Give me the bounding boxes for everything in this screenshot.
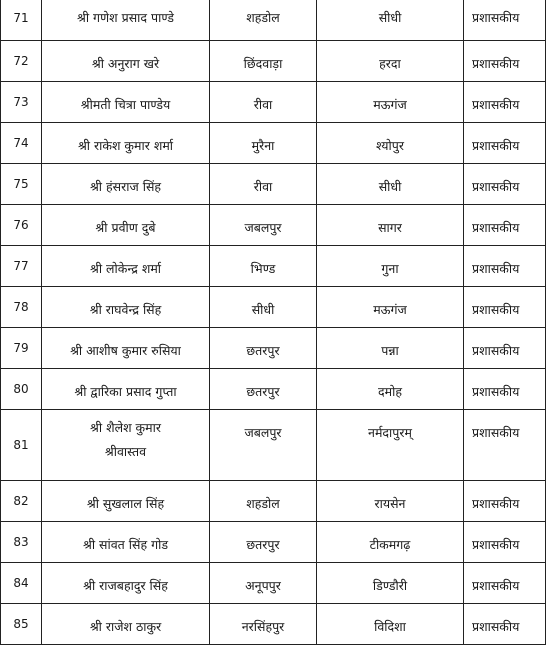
officer-name-text: श्री राकेश कुमार शर्मा [77, 138, 174, 153]
new-posting-cell [317, 481, 464, 522]
new-posting-cell [317, 123, 464, 164]
transfer-category-text: प्रशासकीय [472, 578, 520, 593]
officer-name-cell [42, 481, 210, 522]
table-row [1, 563, 546, 604]
new-posting-text: रायसेन [374, 496, 406, 511]
table-row [1, 123, 546, 164]
current-district-text: शहडोल [246, 10, 280, 25]
new-posting-text: हरदा [379, 56, 401, 71]
officer-name-cell [42, 287, 210, 328]
current-district-text: मुरैना [251, 138, 275, 153]
new-posting-cell [317, 205, 464, 246]
transfer-category-text: प्रशासकीय [472, 537, 520, 552]
current-district-text: छतरपुर [246, 343, 280, 358]
table-row [1, 369, 546, 410]
transfer-category-text: प्रशासकीय [472, 384, 520, 399]
new-posting-cell [317, 522, 464, 563]
officer-name-text: श्री राघवेन्द्र सिंह [89, 302, 162, 317]
current-district-cell [210, 41, 317, 82]
table-row [1, 246, 546, 287]
transfer-category-text: प्रशासकीय [472, 10, 520, 25]
current-district-cell [210, 287, 317, 328]
officer-name-cell [42, 328, 210, 369]
current-district-cell [210, 246, 317, 287]
officer-name-cell [42, 246, 210, 287]
table-row [1, 522, 546, 563]
transfer-category-cell [464, 328, 546, 369]
current-district-cell [210, 563, 317, 604]
table-row [1, 0, 546, 41]
officer-name-text: श्री सुखलाल सिंह [86, 496, 165, 511]
current-district-text: भिण्ड [250, 261, 276, 276]
current-district-text: जबलपुर [244, 220, 282, 235]
table-body [1, 0, 546, 645]
new-posting-text: सीधी [378, 179, 402, 194]
current-district-text: नरसिंहपुर [241, 619, 285, 634]
current-district-cell [210, 410, 317, 481]
officer-name-cell [42, 123, 210, 164]
officer-name-cell [42, 410, 210, 481]
new-posting-text: पन्ना [381, 343, 399, 358]
serial-number-cell: 76 [1, 205, 42, 246]
transfer-category-text: प्रशासकीय [472, 343, 520, 358]
officer-name-cell [42, 563, 210, 604]
current-district-cell [210, 522, 317, 563]
current-district-text: छतरपुर [246, 384, 280, 399]
table-row [1, 481, 546, 522]
officer-name-cell [42, 82, 210, 123]
new-posting-text: सागर [378, 220, 402, 235]
new-posting-text: मऊगंज [373, 302, 407, 317]
current-district-text: रीवा [253, 179, 273, 194]
transfer-category-cell [464, 123, 546, 164]
transfer-category-cell [464, 481, 546, 522]
serial-number-cell: 79 [1, 328, 42, 369]
table-row [1, 287, 546, 328]
serial-number-cell: 83 [1, 522, 42, 563]
serial-number-cell: 75 [1, 164, 42, 205]
transfer-category-cell [464, 164, 546, 205]
current-district-text: रीवा [253, 97, 273, 112]
officer-name-cell [42, 205, 210, 246]
transfer-category-cell [464, 41, 546, 82]
new-posting-cell [317, 287, 464, 328]
transfer-category-cell [464, 0, 546, 41]
officer-name-text: श्री अनुराग खरे [91, 56, 160, 71]
transfer-category-cell [464, 205, 546, 246]
new-posting-cell [317, 246, 464, 287]
current-district-cell [210, 369, 317, 410]
transfer-category-cell [464, 82, 546, 123]
serial-number-cell: 84 [1, 563, 42, 604]
officer-name-text: श्री हंसराज सिंह [89, 179, 162, 194]
serial-number-cell: 81 [1, 410, 42, 481]
new-posting-text: गुना [381, 261, 399, 276]
officer-name-cell [42, 369, 210, 410]
new-posting-cell [317, 328, 464, 369]
current-district-cell [210, 328, 317, 369]
current-district-cell [210, 123, 317, 164]
serial-number-cell: 77 [1, 246, 42, 287]
officer-name-cell [42, 0, 210, 41]
new-posting-text: दमोह [378, 384, 402, 399]
serial-number-cell: 85 [1, 604, 42, 645]
officer-name-cell [42, 41, 210, 82]
transfer-category-text: प्रशासकीय [472, 496, 520, 511]
new-posting-text: नर्मदापुरम् [368, 425, 412, 440]
officer-name-cell [42, 522, 210, 563]
transfer-category-text: प्रशासकीय [472, 220, 520, 235]
transfer-category-cell [464, 246, 546, 287]
transfer-category-text: प्रशासकीय [472, 619, 520, 634]
current-district-text: छतरपुर [246, 537, 280, 552]
officer-name-text: श्री लोकेन्द्र शर्मा [89, 261, 162, 276]
table-row [1, 205, 546, 246]
new-posting-cell [317, 369, 464, 410]
new-posting-cell [317, 164, 464, 205]
transfer-category-text: प्रशासकीय [472, 138, 520, 153]
officer-name-text: श्री सांवत सिंह गोड [82, 537, 169, 552]
officer-name-text: श्री आशीष कुमार रुसिया [70, 343, 181, 358]
transfer-category-text: प्रशासकीय [472, 425, 520, 440]
serial-number-cell: 71 [1, 0, 42, 41]
transfer-category-text: प्रशासकीय [472, 97, 520, 112]
table-row [1, 410, 546, 481]
serial-number-cell: 73 [1, 82, 42, 123]
serial-number-cell: 78 [1, 287, 42, 328]
transfer-category-text: प्रशासकीय [472, 261, 520, 276]
new-posting-cell [317, 410, 464, 481]
transfer-category-cell [464, 287, 546, 328]
current-district-cell [210, 205, 317, 246]
officer-name-text: श्री राजबहादुर सिंह [83, 578, 168, 593]
transfer-category-cell [464, 563, 546, 604]
transfer-category-cell [464, 604, 546, 645]
table-row [1, 604, 546, 645]
officer-name-text: श्री प्रवीण दुबे [95, 220, 156, 235]
serial-number-cell: 74 [1, 123, 42, 164]
new-posting-text: श्योपुर [375, 138, 404, 153]
current-district-text: अनूपपुर [245, 578, 281, 593]
table-row [1, 164, 546, 205]
new-posting-text: मऊगंज [373, 97, 407, 112]
officer-name-cell [42, 164, 210, 205]
current-district-text: सीधी [251, 302, 275, 317]
new-posting-cell [317, 563, 464, 604]
officer-name-text: श्रीमती चित्रा पाण्डेय [80, 97, 171, 112]
new-posting-text: विदिशा [374, 619, 406, 634]
new-posting-cell [317, 82, 464, 123]
new-posting-text: डिण्डौरी [372, 578, 408, 593]
table-row [1, 82, 546, 123]
serial-number-cell: 80 [1, 369, 42, 410]
officer-name-text: श्री शैलेश कुमार श्रीवास्तव [90, 420, 161, 459]
table-row [1, 41, 546, 82]
transfer-category-cell [464, 369, 546, 410]
transfer-category-cell [464, 522, 546, 563]
new-posting-text: सीधी [378, 10, 402, 25]
transfer-category-text: प्रशासकीय [472, 56, 520, 71]
current-district-text: छिंदवाड़ा [243, 56, 283, 71]
table-row [1, 328, 546, 369]
new-posting-cell [317, 0, 464, 41]
current-district-text: शहडोल [246, 496, 280, 511]
current-district-text: जबलपुर [244, 425, 282, 440]
serial-number-cell: 82 [1, 481, 42, 522]
new-posting-cell [317, 604, 464, 645]
officer-name-text: श्री गणेश प्रसाद पाण्डे [77, 10, 174, 25]
serial-number-cell: 72 [1, 41, 42, 82]
current-district-cell [210, 82, 317, 123]
current-district-cell [210, 0, 317, 41]
officer-name-text: श्री द्वारिका प्रसाद गुप्ता [74, 384, 177, 399]
transfer-category-text: प्रशासकीय [472, 302, 520, 317]
officer-name-cell [42, 604, 210, 645]
current-district-cell [210, 481, 317, 522]
current-district-cell [210, 604, 317, 645]
transfer-category-text: प्रशासकीय [472, 179, 520, 194]
transfer-category-cell [464, 410, 546, 481]
new-posting-cell [317, 41, 464, 82]
new-posting-text: टीकमगढ़ [369, 537, 411, 552]
officer-name-text: श्री राजेश ठाकुर [89, 619, 162, 634]
current-district-cell [210, 164, 317, 205]
